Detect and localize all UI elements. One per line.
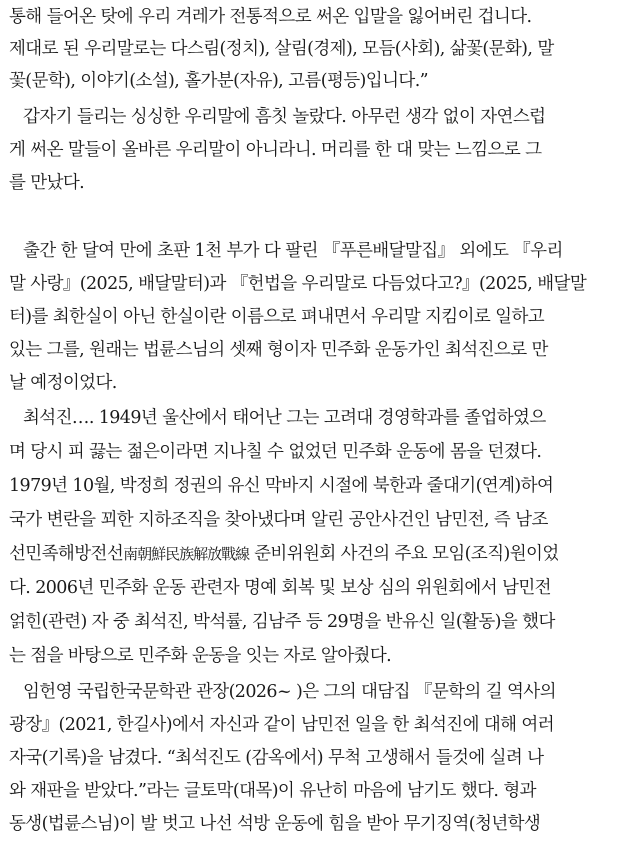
text-line (9, 539, 632, 569)
text-line: 통해 들어온 탓에 우리 겨레가 전통적으로 써온 입말을 잃어버린 겁니다. (9, 7, 532, 27)
text-line: 다. 2006년 민주화 운동 관련자 명예 회복 및 보상 심의 위원회에서 남민전 (9, 578, 551, 598)
text-line: 있는 그를, 원래는 법륜스님의 셋째 형이자 민주화 운동가인 최석진으로 만 (9, 340, 548, 360)
text-line: 는 점을 바탕으로 민주화 운동을 잇는 자로 알아줬다. (9, 646, 392, 666)
text-line: 1979년 10월, 박정희 정권의 유신 막바지 시절에 북한과 줄대기(연계)하여 (9, 476, 554, 496)
paragraph-start-line: 임헌영 국립한국문학관 관장(2026~ )은 그의 대담집 『문학의 길 역사의 (23, 682, 556, 702)
paragraph-start-line: 최석진…. 1949년 울산에서 태어난 그는 고려대 경영학과를 졸업하였으 (23, 408, 546, 428)
text-line: 자국(기록)을 남겼다. “최석진도 (감옥에서) 무척 고생해서 들것에 실려 나 (9, 748, 544, 768)
text-line: 국가 변란을 꾀한 지하조직을 찾아냈다며 알린 공안사건인 남민전, 즉 남조 (9, 510, 548, 530)
text-line: 광장』(2021, 한길사)에서 자신과 같이 남민전 일을 한 최석진에 대해 여러 (9, 715, 555, 735)
paragraph-start-line: 출간 한 달여 만에 초판 1천 부가 다 팔린 『푸른배달말집』 외에도 『우리 (23, 241, 563, 261)
text-run: 준비위원회 사건의 주요 모임(조직)원이었 (249, 544, 559, 564)
text-line: 며 당시 피 끓는 젊은이라면 지나칠 수 없었던 민주화 운동에 몸을 던졌다. (9, 442, 542, 462)
text-line: 동생(법륜스님)이 발 벗고 나선 석방 운동에 힘을 받아 무기징역(청년학생 (9, 814, 541, 834)
paragraph-start-line: 갑자기 들리는 싱싱한 우리말에 흠칫 놀랐다. 아무런 생각 없이 자연스럽 (23, 107, 546, 127)
text-line: 를 만났다. (9, 173, 85, 193)
text-line: 와 재판을 받았다.”라는 글토막(대목)이 유난히 마음에 남기도 했다. 형과 (9, 781, 536, 801)
hanja-annotation: 南朝鮮民族解放戰線 (123, 545, 250, 563)
text-line: 게 써온 말들이 올바른 우리말이 아니라니. 머리를 한 대 맞는 느낌으로 그 (9, 140, 542, 160)
text-run: 선민족해방전선 (9, 544, 124, 564)
text-line: 얽힌(관련) 자 중 최석진, 박석률, 김남주 등 29명을 반유신 일(활동)을 했다 (9, 612, 555, 632)
text-line: 말 사랑』(2025, 배달말터)과 『헌법을 우리말로 다듬었다고?』(2025, 배달말 (9, 274, 587, 294)
text-line: 날 예정이었다. (9, 373, 117, 393)
text-line: 터)를 최한실이 아닌 한실이란 이름으로 펴내면서 우리말 지킴이로 일하고 (9, 307, 545, 327)
text-line: 제대로 된 우리말로는 다스림(정치), 살림(경제), 모듬(사회), 삶꽃(문화), 말 (9, 39, 554, 59)
text-line: 꽃(문학), 이야기(소설), 홀가분(자유), 고름(평등)입니다.” (9, 71, 429, 91)
